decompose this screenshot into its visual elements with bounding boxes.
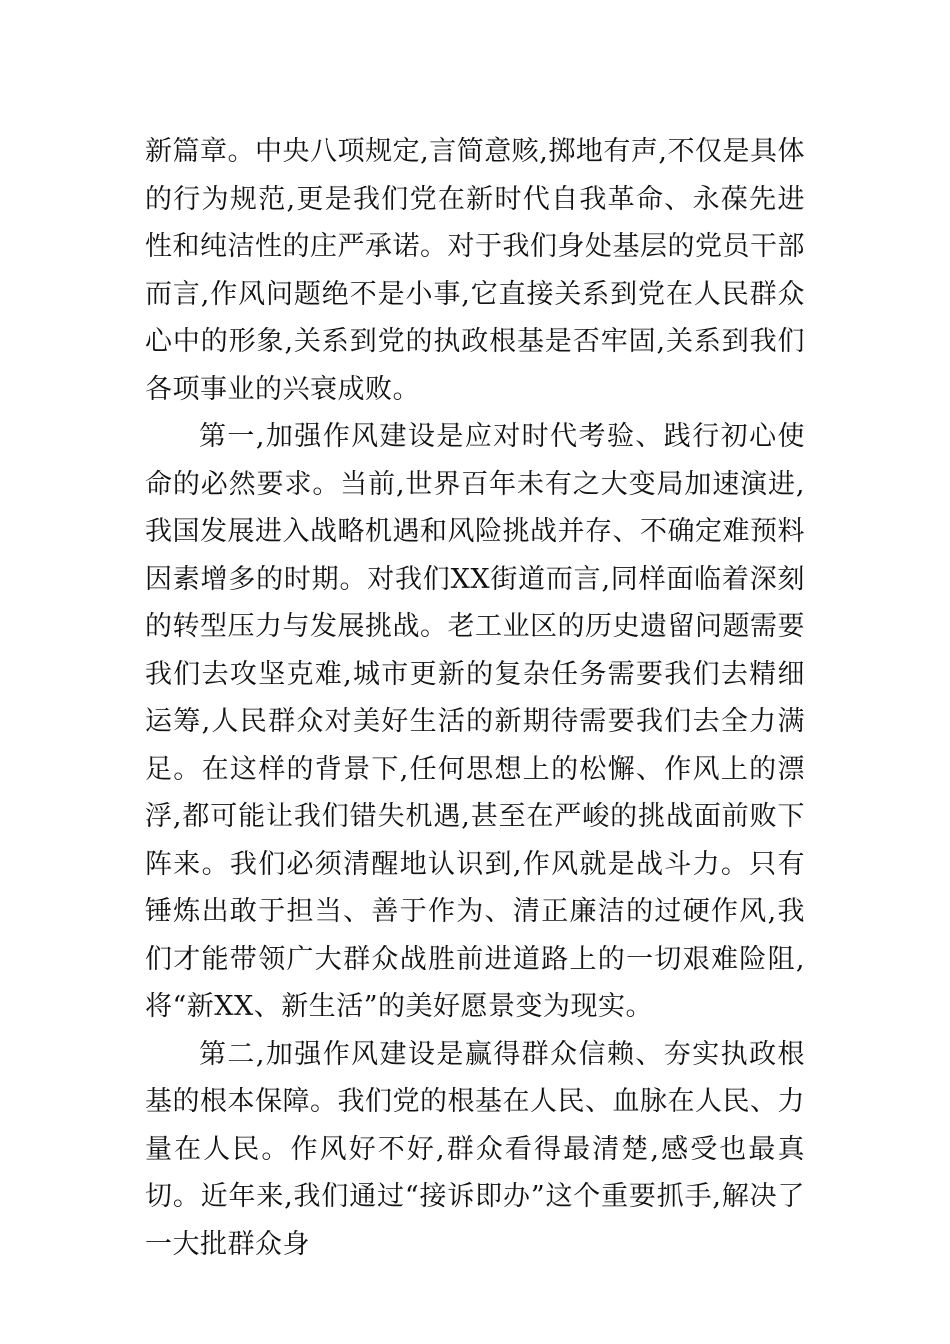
paragraph-second-point: 第二,加强作风建设是赢得群众信赖、夯实执政根基的根本保障。我们党的根基在人民、血脉在人民、力量在人民。作风好不好,群众看得最清楚,感受也最真切。近年来,我们通过“接诉即办”这个重要抓手,解决了一大批群众身 (145, 1038, 805, 1260)
paragraph-first-point: 第一,加强作风建设是应对时代考验、践行初心使命的必然要求。当前,世界百年未有之大变局加速演进,我国发展进入战略机遇和风险挑战并存、不确定难预料因素增多的时期。对我们XX街道而言,同样面临着深刻的转型压力与发展挑战。老工业区的历史遗留问题需要我们去攻坚克难,城市更新的复杂任务需要我们去精细运筹,人民群众对美好生活的新期待需要我们去全力满足。在这样的背景下,任何思想上的松懈、作风上的漂浮,都可能让我们错失机遇,甚至在严峻的挑战面前败下阵来。我们必须清醒地认识到,作风就是战斗力。只有锤炼出敢于担当、善于作为、清正廉洁的过硬作风,我们才能带领广大群众战胜前进道路上的一切艰难险阻,将“新XX、新生活”的美好愿景变为现实。 (145, 421, 805, 1022)
paragraph-continuation: 新篇章。中央八项规定,言简意赅,掷地有声,不仅是具体的行为规范,更是我们党在新时代自我革命、永葆先进性和纯洁性的庄严承诺。对于我们身处基层的党员干部而言,作风问题绝不是小事,它直接关系到党在人民群众心中的形象,关系到党的执政根基是否牢固,关系到我们各项事业的兴衰成败。 (145, 136, 805, 405)
document-body (145, 128, 805, 1268)
